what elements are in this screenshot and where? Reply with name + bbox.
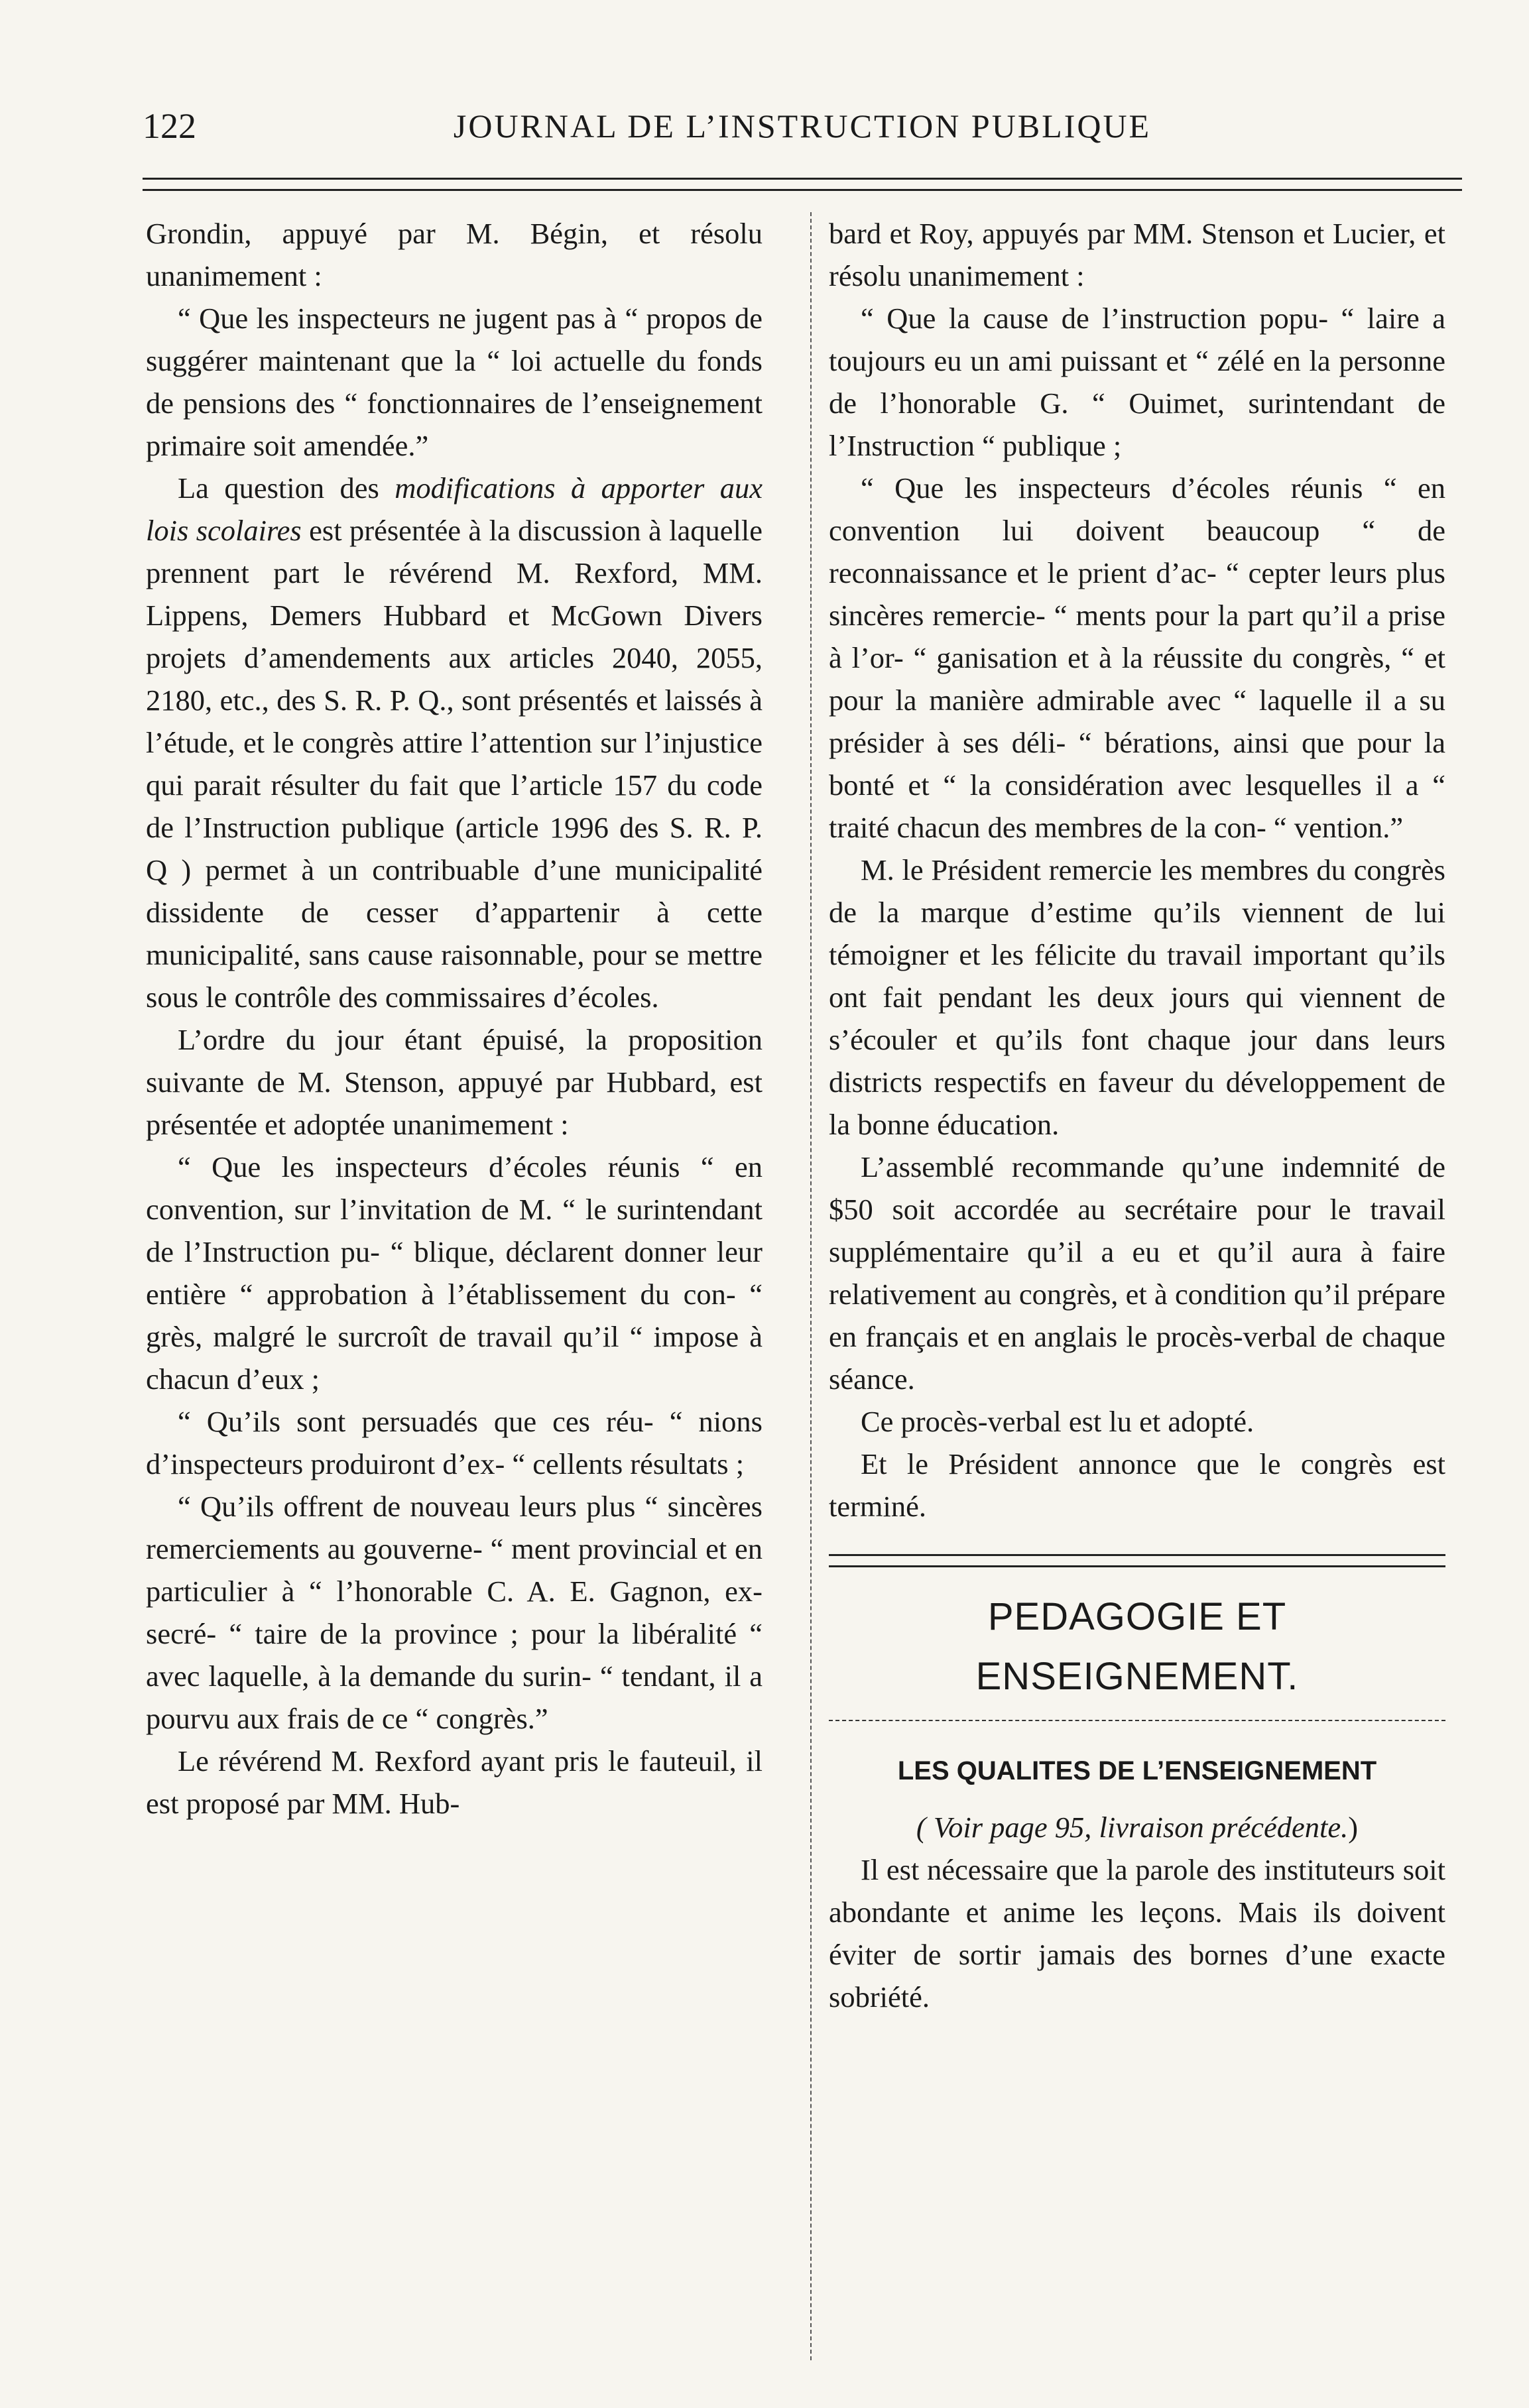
right-paragraph: M. le Président remercie les membres du congrès de la marque d’estime qu’ils viennent de lui témoigner et les félicite du travail important qu’ils ont fait pendant les deux jours qui viennent de s’écouler et qu’ils font chaque jour dans leurs districts respectifs en faveur du développement de la bonne éducation. <box>829 853 1445 1141</box>
header-double-rule <box>143 178 1462 191</box>
left-quote: “ Que les inspecteurs ne jugent pas à “ propos de suggérer maintenant que la “ loi actuelle du fonds de pensions des “ fonctionnaires de l’enseignement primaire soit amendée.” <box>146 302 763 462</box>
italic-phrase: modifications à apporter aux lois scolaires <box>146 471 763 547</box>
left-quote: “ Qu’ils offrent de nouveau leurs plus “ sincères remerciements au gouverne- “ ment provincial et en particulier à “ l’honorable C. A. E. Gagnon, ex-secré- “ taire de la province ; pour la libéralité “ avec laquelle, à la demande du surin- “ tendant, il a pourvu aux frais de ce “ congrès.” <box>146 1490 763 1735</box>
section-double-rule <box>829 1554 1445 1567</box>
article-first-paragraph: Il est nécessaire que la parole des instituteurs soit abondante et anime les leçons. Mais ils doivent éviter de sortir jamais des bornes d’une exacte sobriété. <box>829 1853 1445 2014</box>
left-quote: “ Que les inspecteurs d’écoles réunis “ en convention, sur l’invitation de M. “ le surintendant de l’Instruction pu- “ blique, déclarent donner leur entière “ approbation à l’établissement du con- “ grès, malgré le surcroît de travail qu’il “ impose à chacun d’eux ; <box>146 1150 763 1396</box>
left-paragraph: Le révérend M. Rexford ayant pris le fauteuil, il est proposé par MM. Hub- <box>146 1744 763 1820</box>
article-title: LES QUALITES DE L’ENSEIGNEMENT <box>897 1756 1377 1785</box>
right-paragraph: Ce procès-verbal est lu et adopté. <box>861 1405 1254 1438</box>
left-paragraph: L’ordre du jour étant épuisé, la proposition suivante de M. Stenson, appuyé par Hubbard, est présentée et adoptée unanimement : <box>146 1023 763 1141</box>
section-title: PEDAGOGIE ET ENSEIGNEMENT. <box>975 1595 1299 1698</box>
section-thin-rule <box>829 1720 1445 1721</box>
left-column <box>146 212 763 1825</box>
column-divider <box>810 212 812 2360</box>
running-title: JOURNAL DE L’INSTRUCTION PUBLIQUE <box>453 107 1152 145</box>
right-quote: “ Que la cause de l’instruction popu- “ laire a toujours eu un ami puissant et “ zélé en la personne de l’honorable G. “ Ouimet, surintendant de l’Instruction “ publique ; <box>829 302 1445 462</box>
left-quote: “ Qu’ils sont persuadés que ces réu- “ nions d’inspecteurs produiront d’ex- “ cellents résultats ; <box>146 1405 763 1480</box>
right-paragraph: bard et Roy, appuyés par MM. Stenson et Lucier, et résolu unanimement : <box>829 217 1445 292</box>
right-paragraph: Et le Président annonce que le congrès est terminé. <box>829 1447 1445 1523</box>
article-note: ( Voir page 95, livraison précédente.) <box>916 1811 1359 1844</box>
left-paragraph: Grondin, appuyé par M. Bégin, et résolu unanimement : <box>146 217 763 292</box>
page-number: 122 <box>143 106 196 146</box>
right-paragraph: L’assemblé recommande qu’une indemnité de $50 soit accordée au secrétaire pour le travail supplémentaire qu’il a eu et qu’il aura à faire relativement au congrès, et à condition qu’il prépare en français et en anglais le procès-verbal de chaque séance. <box>829 1150 1445 1396</box>
right-column <box>829 212 1445 2018</box>
right-quote: “ Que les inspecteurs d’écoles réunis “ en convention lui doivent beaucoup “ de reconnaissance et le prient d’ac- “ cepter leurs plus sincères remercie- “ ments pour la part qu’il a prise à l’or- “ ganisation et à la réussite du congrès, “ et pour la manière admirable avec “ laquelle il a su présider à ses déli- “ bérations, ainsi que pour la bonté et “ la considération avec lesquelles il a “ traité chacun des membres de la con- “ vention.” <box>829 471 1445 844</box>
page-header <box>143 99 1462 152</box>
left-paragraph: La question des modifications à apporter aux lois scolaires est présentée à la discussion à laquelle prennent part le révérend M. Rexford, MM. Lippens, Demers Hubbard et McGown Divers projets d’amendements aux articles 2040, 2055, 2180, etc., des S. R. P. Q., sont présentés et laissés à l’étude, et le congrès attire l’attention sur l’injustice qui parait résulter du fait que l’article 157 du code de l’Instruction publique (article 1996 des S. R. P. Q ) permet à un contribuable d’une municipalité dissidente de cesser d’appartenir à cette municipalité, sans cause raisonnable, pour se mettre sous le contrôle des commissaires d’écoles. <box>146 471 763 1014</box>
